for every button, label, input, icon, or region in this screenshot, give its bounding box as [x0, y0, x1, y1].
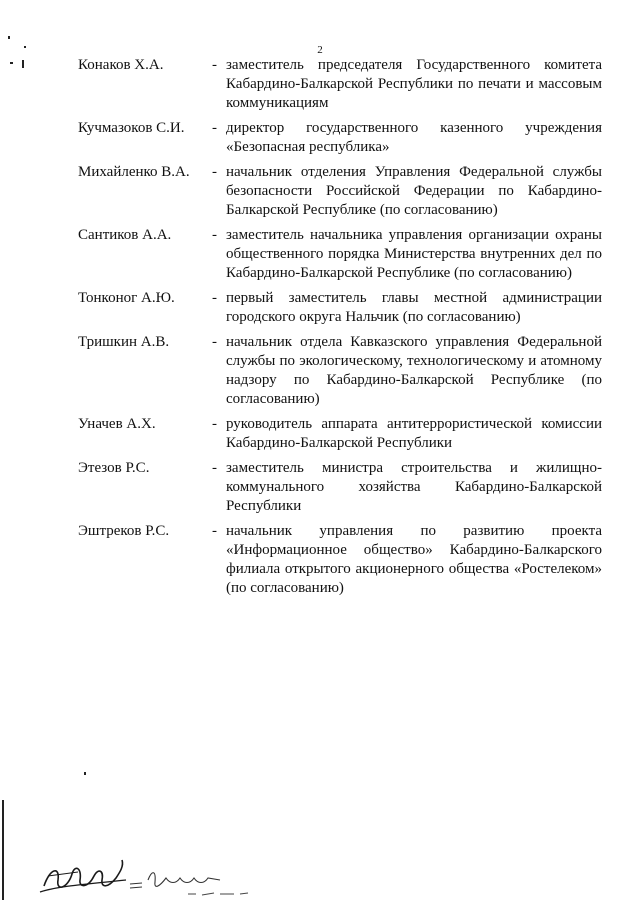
scan-mark: [84, 772, 86, 775]
member-row: [0, 459, 640, 516]
scan-mark: [2, 800, 4, 900]
member-row: [0, 226, 640, 283]
separator-dash: -: [212, 334, 217, 350]
member-row: [0, 522, 640, 598]
member-position: директор государственного казенного учреждения «Безопасная республика»: [226, 120, 602, 155]
member-position: заместитель председателя Государственного комитета Кабардино-Балкарской Республики по печати и массовым коммуникациям: [226, 57, 602, 111]
member-name: Михайленко В.А.: [78, 164, 190, 180]
separator-dash: -: [212, 120, 217, 136]
member-position: начальник отделения Управления Федеральной службы безопасности Российской Федерации по Кабардино-Балкарской Республике (по согласованию): [226, 164, 602, 218]
separator-dash: -: [212, 460, 217, 476]
member-name: Уначев А.Х.: [78, 416, 156, 432]
member-position: заместитель министра строительства и жилищно-коммунального хозяйства Кабардино-Балкарской Республики: [226, 460, 602, 514]
member-list: [0, 56, 640, 604]
member-row: [0, 289, 640, 327]
separator-dash: -: [212, 290, 217, 306]
member-row: [0, 415, 640, 453]
member-name: Этезов Р.С.: [78, 460, 150, 476]
member-name: Эштреков Р.С.: [78, 523, 170, 539]
member-name: Кучмазоков С.И.: [78, 120, 185, 136]
member-row: [0, 56, 640, 113]
member-position: заместитель начальника управления организации охраны общественного порядка Министерства внутренних дел по Кабардино-Балкарской Республике (по согласованию): [226, 227, 602, 281]
member-name: Тонконог А.Ю.: [78, 290, 175, 306]
handwritten-signature: [38, 858, 298, 900]
member-row: [0, 333, 640, 409]
member-row: [0, 119, 640, 157]
separator-dash: -: [212, 227, 217, 243]
member-position: руководитель аппарата антитеррористической комиссии Кабардино-Балкарской Республики: [226, 416, 602, 451]
page-number: 2: [317, 44, 323, 56]
member-position: начальник отдела Кавказского управления Федеральной службы по экологическому, технологическому и атомному надзору по Кабардино-Балкарской Республике (по согласованию): [226, 334, 602, 407]
member-row: [0, 163, 640, 220]
separator-dash: -: [212, 523, 217, 539]
separator-dash: -: [212, 416, 217, 432]
member-name: Сантиков А.А.: [78, 227, 172, 243]
member-name: Тришкин А.В.: [78, 334, 170, 350]
separator-dash: -: [212, 164, 217, 180]
separator-dash: -: [212, 57, 217, 73]
scan-mark: [8, 36, 10, 39]
member-position: начальник управления по развитию проекта «Информационное общество» Кабардино-Балкарского филиала открытого акционерного общества «Ростелеком» (по согласованию): [226, 523, 602, 596]
member-name: Конаков Х.А.: [78, 57, 164, 73]
member-position: первый заместитель главы местной администрации городского округа Нальчик (по согласованию): [226, 290, 602, 325]
